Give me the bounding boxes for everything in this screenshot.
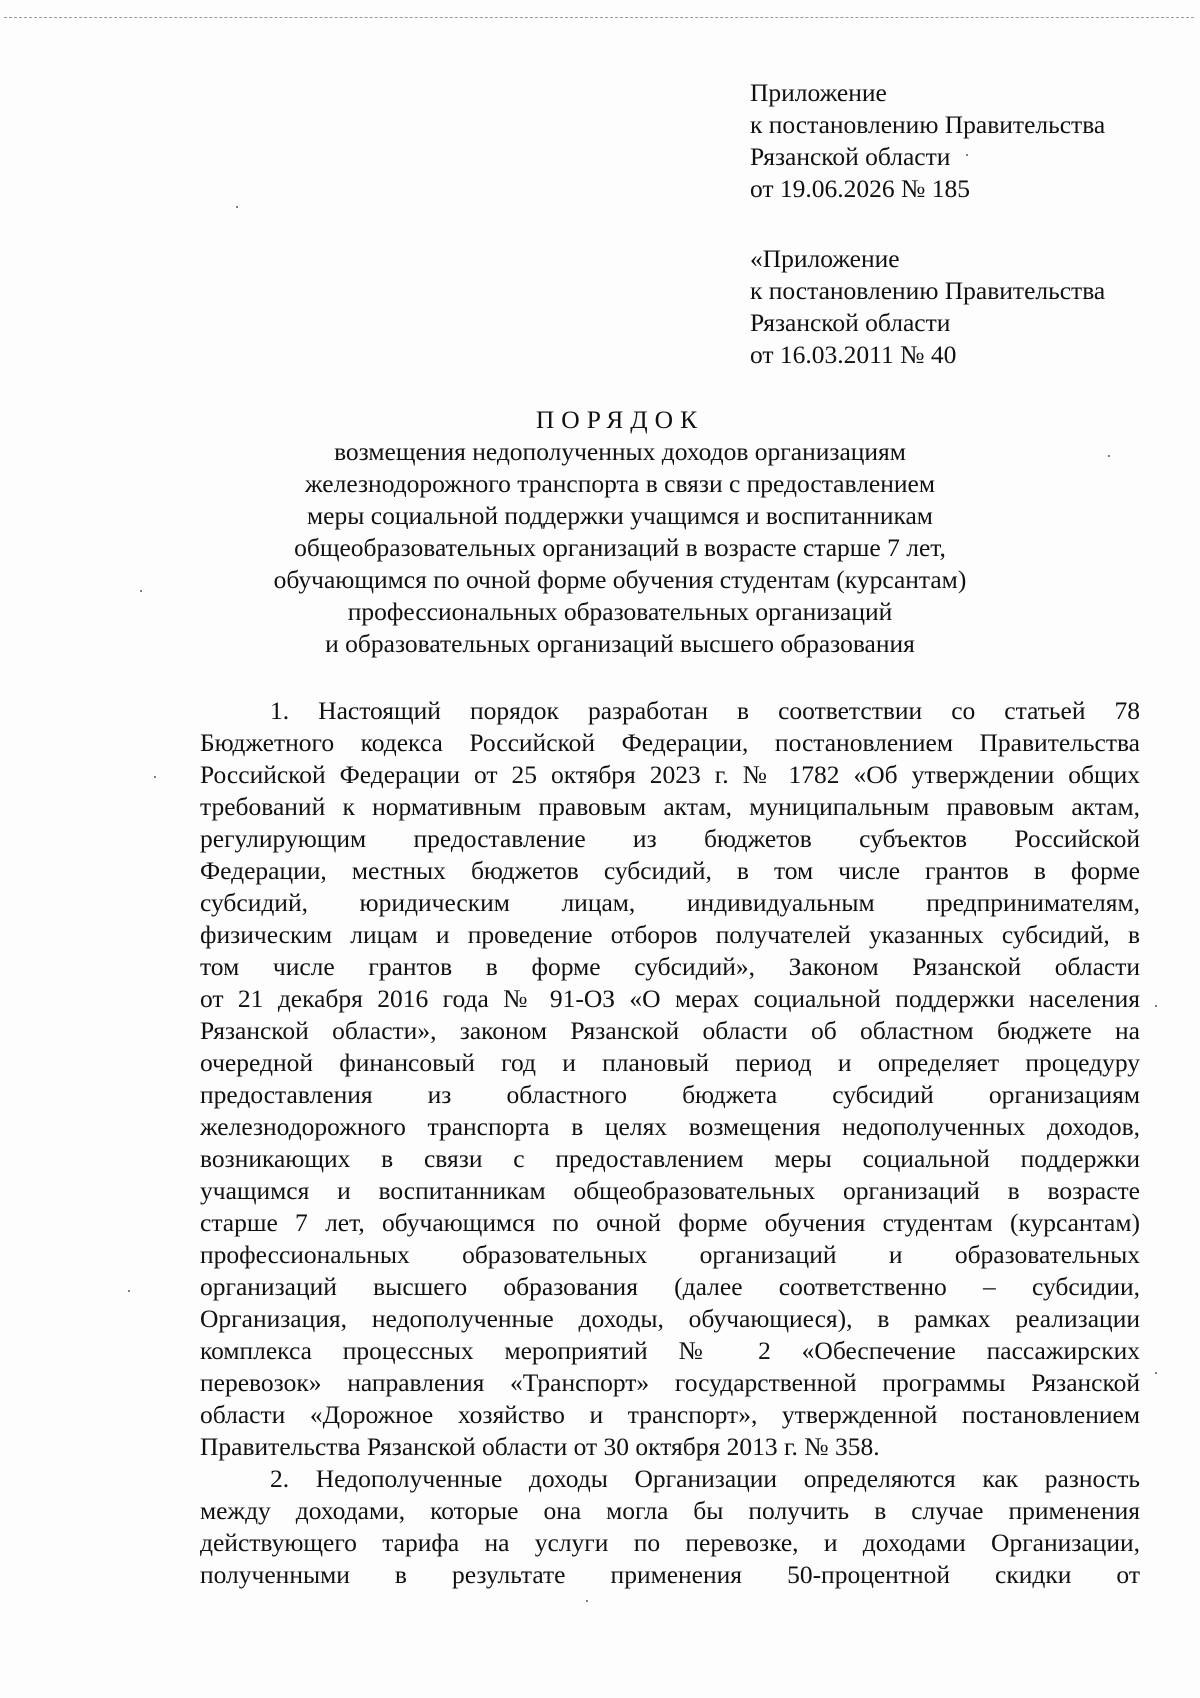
scan-top-edge — [4, 17, 1194, 18]
body-line: старше 7 лет, обучающимся по очной форме обучения студентам (курсантам) — [200, 1208, 1140, 1237]
approval-block-original — [750, 243, 1105, 371]
approval-line: Рязанской области — [750, 142, 951, 171]
approval-line: от 19.06.2026 № 185 — [750, 174, 971, 203]
approval-line: Приложение — [750, 78, 887, 107]
body-line: Рязанской области», законом Рязанской области об областном бюджете на — [200, 1016, 1140, 1045]
approval-line: от 16.03.2011 № 40 — [750, 340, 957, 369]
scan-speck — [1108, 455, 1110, 457]
body-line: профессиональных образовательных организаций и образовательных — [200, 1240, 1140, 1269]
approval-line: к постановлению Правительства — [750, 110, 1106, 139]
body-line: железнодорожного транспорта в целях возмещения недополученных доходов, — [200, 1112, 1140, 1141]
body-line: учащимся и воспитанникам общеобразовательных организаций в возрасте — [200, 1176, 1140, 1205]
body-line: Федерации, местных бюджетов субсидий, в том числе грантов в форме — [200, 856, 1140, 885]
body-line: перевозок» направления «Транспорт» государственной программы Рязанской — [200, 1368, 1140, 1397]
body-line: том числе грантов в форме субсидий», Законом Рязанской области — [200, 952, 1140, 981]
body-line: между доходами, которые она могла бы получить в случае применения — [200, 1496, 1140, 1525]
title-line: обучающимся по очной форме обучения студентам (курсантам) — [273, 565, 967, 594]
body-line: возникающих в связи с предоставлением меры социальной поддержки — [200, 1144, 1140, 1173]
scan-speck — [154, 776, 156, 778]
body-line: физическим лицам и проведение отборов получателей указанных субсидий, в — [200, 920, 1140, 949]
approval-line: «Приложение — [750, 244, 900, 273]
scan-speck — [1155, 1005, 1157, 1007]
body-line: области «Дорожное хозяйство и транспорт», утвержденной постановлением — [200, 1400, 1140, 1429]
body-line: Правительства Рязанской области от 30 октября 2013 г. № 358. — [200, 1432, 880, 1461]
scan-speck — [236, 206, 238, 208]
title-heading: ПОРЯДОК — [535, 405, 705, 434]
body-line: предоставления из областного бюджета субсидий организациям — [200, 1080, 1140, 1109]
title-line: профессиональных образовательных организаций — [347, 597, 893, 626]
scan-speck — [1155, 1372, 1157, 1374]
body-line: требований к нормативным правовым актам, муниципальным правовым актам, — [200, 792, 1140, 821]
scan-speck — [586, 1600, 588, 1602]
approval-line: Рязанской области — [750, 308, 951, 337]
scan-speck — [128, 1290, 130, 1292]
body-line: 1. Настоящий порядок разработан в соответствии со статьей 78 — [270, 696, 1140, 725]
title-line: железнодорожного транспорта в связи с предоставлением — [305, 469, 935, 498]
body-line: Бюджетного кодекса Российской Федерации, постановлением Правительства — [200, 728, 1140, 757]
title-line: возмещения недополученных доходов организациям — [334, 437, 906, 466]
body-line: действующего тарифа на услуги по перевозке, и доходами Организации, — [200, 1528, 1140, 1557]
title-line: и образовательных организаций высшего образования — [325, 629, 915, 658]
body-line: субсидий, юридическим лицам, индивидуальным предпринимателям, — [200, 888, 1140, 917]
body-line: Российской Федерации от 25 октября 2023 г. № 1782 «Об утверждении общих — [200, 760, 1140, 789]
document-title — [180, 404, 1060, 660]
approval-line: к постановлению Правительства — [750, 276, 1106, 305]
paragraph-2 — [200, 1463, 1140, 1591]
body-line: полученными в результате применения 50-процентной скидки от — [200, 1560, 1140, 1589]
body-line: организаций высшего образования (далее соответственно – субсидии, — [200, 1272, 1140, 1301]
body-line: комплекса процессных мероприятий № 2 «Обеспечение пассажирских — [200, 1336, 1140, 1365]
body-line: от 21 декабря 2016 года № 91-ОЗ «О мерах социальной поддержки населения — [200, 984, 1140, 1013]
title-line: общеобразовательных организаций в возрасте старше 7 лет, — [294, 533, 946, 562]
body-line: 2. Недополученные доходы Организации определяются как разность — [270, 1464, 1140, 1493]
body-line: очередной финансовый год и плановый период и определяет процедуру — [200, 1048, 1140, 1077]
paragraph-1 — [200, 695, 1140, 1463]
document-body — [200, 695, 1140, 1591]
title-line: меры социальной поддержки учащимся и воспитанникам — [307, 501, 933, 530]
body-line: Организация, недополученные доходы, обучающиеся), в рамках реализации — [200, 1304, 1140, 1333]
approval-block-current — [750, 77, 1105, 205]
scan-speck — [140, 590, 142, 592]
body-line: регулирующим предоставление из бюджетов субъектов Российской — [200, 824, 1140, 853]
